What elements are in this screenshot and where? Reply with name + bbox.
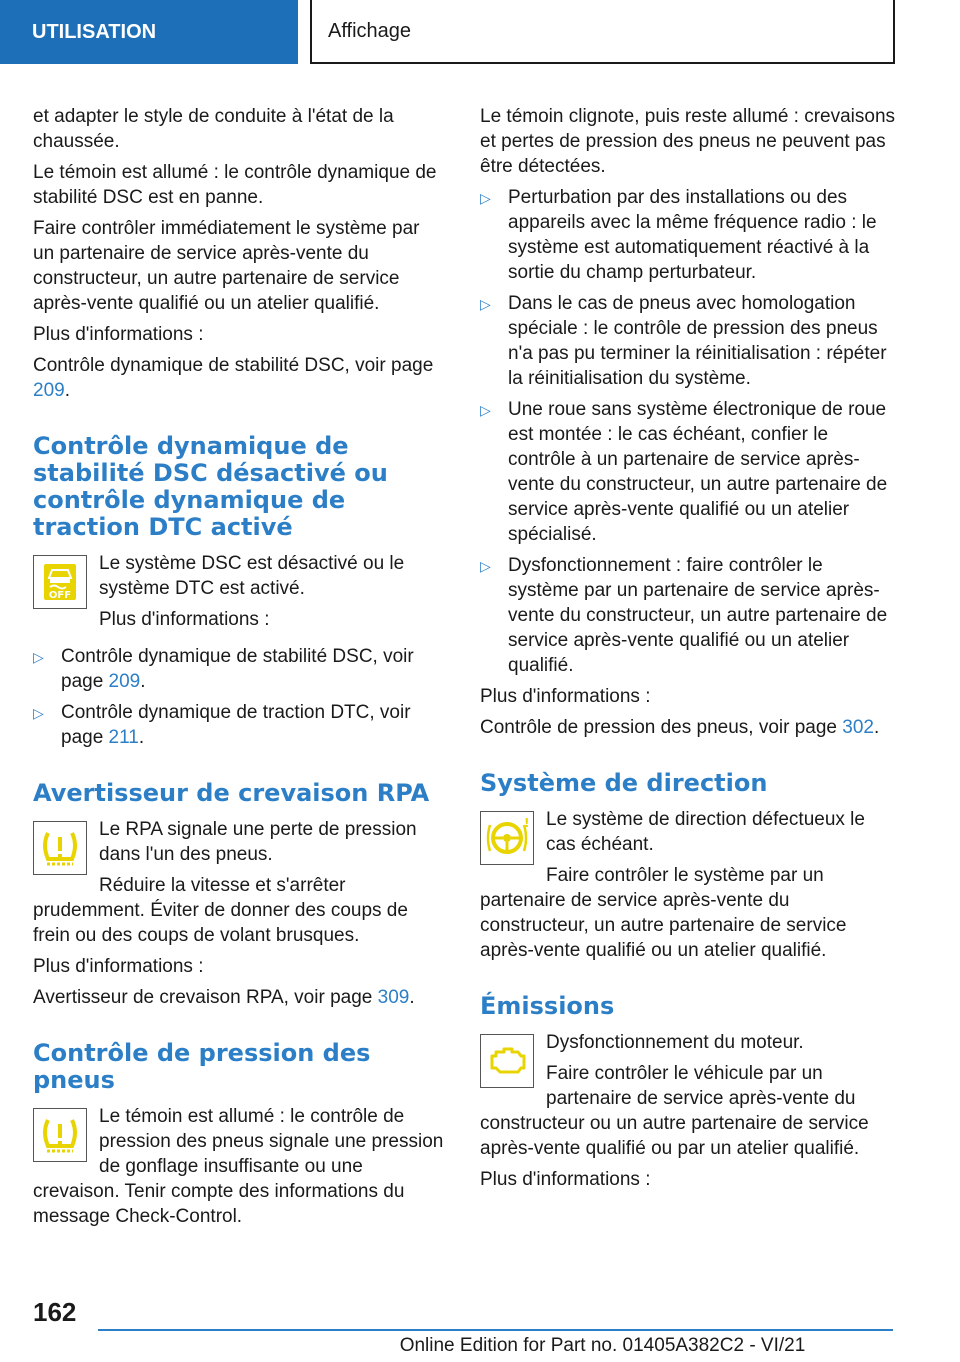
paragraph: et adapter le style de conduite à l'état de la chaussée. [33, 106, 394, 152]
paragraph-with-link: Contrôle de pression des pneus, voir page 302. [480, 717, 880, 738]
paragraph: Le RPA signale une perte de pression dans l'un des pneus. [99, 819, 417, 865]
footer-divider [98, 1329, 893, 1331]
heading-steering: Système de direction [480, 769, 768, 797]
svg-text:!: ! [524, 816, 530, 830]
page-link-309[interactable]: 309 [377, 987, 410, 1008]
list-item: ▷ Perturbation par des installations ou des appareils avec la même fréquence radio : le système est automatiquement réactivé à la sortie du champ perturbateur. [480, 187, 877, 283]
heading-tire-pressure: Contrôle de pression des pneus [33, 1039, 371, 1094]
paragraph-with-link: Contrôle dynamique de stabilité DSC, voir page 209. [33, 355, 434, 401]
heading-rpa: Avertisseur de crevaison RPA [33, 779, 430, 807]
paragraph: Le témoin clignote, puis reste allumé : crevaisons et pertes de pression des pneus ne peuvent pas être détectées. [480, 106, 896, 177]
list-item: ▷ Dysfonctionnement : faire contrôler le système par un partenaire de service après-vente du constructeur, un autre partenaire de service après-vente qualifié ou un atelier qualifié. [480, 555, 888, 676]
paragraph: Plus d'informations : [33, 956, 204, 977]
page-link-209[interactable]: 209 [33, 380, 65, 401]
list-item: ▷ Une roue sans système électronique de roue est montée : le cas échéant, confier le contrôle à un partenaire de service après-vente du constructeur, un autre partenaire de service après-vente qualifié ou un atelier spécialisé. [480, 399, 888, 545]
tire-pressure-warning-icon [33, 821, 87, 875]
header-title-label: Affichage [328, 19, 412, 42]
paragraph: Dysfonctionnement du moteur. [546, 1032, 804, 1053]
page-link-302[interactable]: 302 [842, 717, 874, 738]
steering-warning-icon [480, 811, 534, 865]
triangle-bullet-icon: ▷ [480, 190, 491, 206]
header-section-label: UTILISATION [32, 20, 157, 43]
tire-pressure-warning-icon [33, 1108, 87, 1162]
paragraph: Plus d'informations : [33, 324, 204, 345]
engine-emissions-icon [480, 1034, 534, 1088]
header-chapter-title [310, 0, 895, 64]
heading-dsc-off: Contrôle dynamique de stabilité DSC désactivé ou contrôle dynamique de traction DTC activé [33, 432, 388, 541]
dsc-off-icon [33, 555, 87, 609]
paragraph: Le témoin est allumé : le contrôle de pression des pneus signale une pression de gonflage insuffisante ou une crevaison. Tenir compte des informations du message Check-Control. [33, 1106, 444, 1227]
list-item: ▷ Contrôle dynamique de traction DTC, voir page 211. [33, 702, 411, 748]
paragraph: Faire contrôler le système par un partenaire de service après-vente du constructeur, un autre partenaire de service après-vente qualifié ou un atelier qualifié. [480, 865, 847, 961]
triangle-bullet-icon: ▷ [480, 296, 491, 312]
triangle-bullet-icon: ▷ [480, 558, 491, 574]
paragraph-with-link: Avertisseur de crevaison RPA, voir page 309. [33, 987, 415, 1008]
paragraph: Le système DSC est désactivé ou le système DTC est activé. [99, 553, 405, 599]
list-item: ▷ Contrôle dynamique de stabilité DSC, voir page 209. [33, 646, 414, 692]
paragraph: Le témoin est allumé : le contrôle dynamique de stabilité DSC est en panne. [33, 162, 437, 208]
heading-emissions: Émissions [480, 992, 615, 1020]
header-section-tab [0, 0, 298, 64]
triangle-bullet-icon: ▷ [33, 649, 44, 665]
page-link-211[interactable]: 211 [108, 727, 139, 748]
svg-text:OFF: OFF [48, 590, 72, 601]
list-item: ▷ Dans le cas de pneus avec homologation spéciale : le contrôle de pression des pneus n'a pas pu terminer la réinitialisation : répéter la réinitialisation du système. [480, 293, 887, 389]
paragraph: Plus d'informations : [99, 609, 270, 630]
paragraph: Faire contrôler le véhicule par un partenaire de service après-vente du constructeur ou un autre partenaire de service après-vente qualifié ou par un atelier qualifié. [480, 1063, 869, 1159]
footer-edition: Online Edition for Part no. 01405A382C2 - VI/21 [399, 1335, 806, 1356]
paragraph: Plus d'informations : [480, 686, 651, 707]
page-link-209[interactable]: 209 [108, 671, 141, 692]
page-number: 162 [33, 1297, 77, 1327]
paragraph: Faire contrôler immédiatement le système par un partenaire de service après-vente du constructeur, un autre partenaire de service après-vente qualifié ou un atelier qualifié. [33, 218, 420, 314]
triangle-bullet-icon: ▷ [480, 402, 491, 418]
left-column [33, 104, 445, 1235]
paragraph: Le système de direction défectueux le cas échéant. [546, 809, 865, 855]
paragraph: Réduire la vitesse et s'arrêter prudemment. Éviter de donner des coups de frein ou des coups de volant brusques. [33, 875, 408, 946]
triangle-bullet-icon: ▷ [33, 705, 44, 721]
paragraph: Plus d'informations : [480, 1169, 651, 1190]
right-column [480, 104, 898, 1198]
